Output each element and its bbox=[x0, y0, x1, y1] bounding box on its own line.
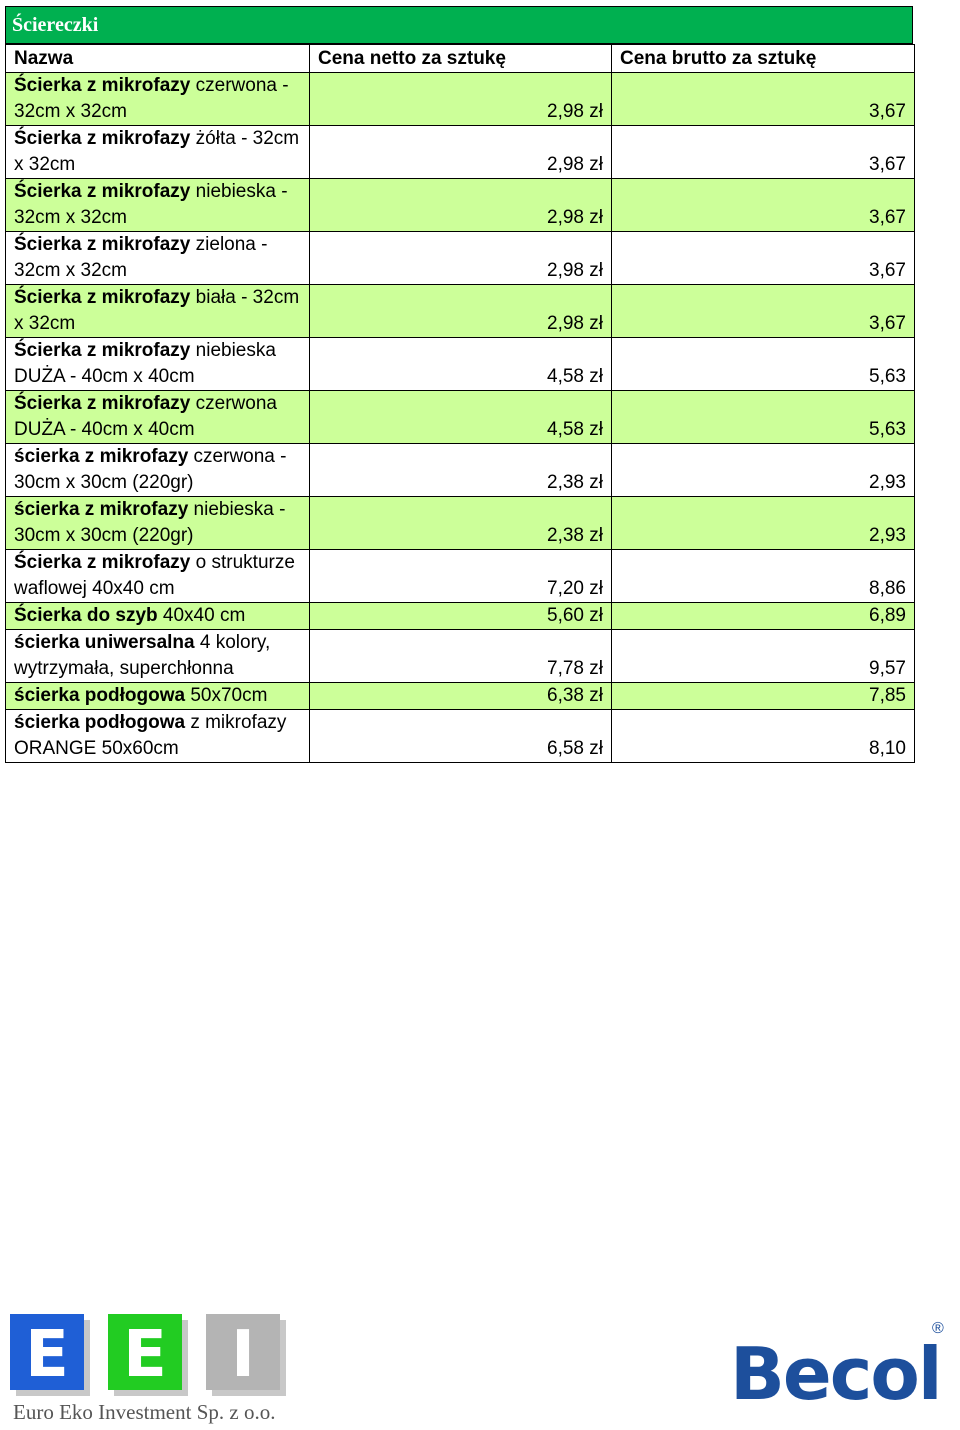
product-name-bold: Ścierka z mikrofazy bbox=[14, 234, 191, 255]
net-price-cell: 2,38 zł bbox=[310, 497, 612, 550]
product-name-detail: zielona - 32cm x 32cm bbox=[14, 234, 268, 281]
gross-price-cell: 5,63 bbox=[612, 338, 915, 391]
net-price-cell: 4,58 zł bbox=[310, 391, 612, 444]
table-row bbox=[6, 73, 915, 126]
net-price-cell: 2,38 zł bbox=[310, 444, 612, 497]
product-name-bold: Ścierka z mikrofazy bbox=[14, 287, 191, 308]
gross-price-cell: 9,57 bbox=[612, 630, 915, 683]
becol-wordmark: Becol bbox=[730, 1332, 941, 1416]
table-row bbox=[6, 603, 915, 630]
becol-logo bbox=[726, 1318, 956, 1418]
eei-caption: Euro Eko Investment Sp. z o.o. bbox=[13, 1400, 276, 1424]
net-price-cell: 5,60 zł bbox=[310, 603, 612, 630]
product-name-detail: z mikrofazy ORANGE 50x60cm bbox=[14, 712, 287, 759]
product-name-cell bbox=[6, 73, 310, 126]
product-name-detail: niebieska - 32cm x 32cm bbox=[14, 181, 288, 228]
product-name-cell bbox=[6, 630, 310, 683]
table-row bbox=[6, 391, 915, 444]
registered-mark-icon: ® bbox=[932, 1320, 944, 1337]
header-net-price: Cena netto za sztukę bbox=[310, 45, 612, 73]
eei-letter-box-2 bbox=[108, 1314, 182, 1390]
product-name-bold: ścierka z mikrofazy bbox=[14, 499, 189, 520]
gross-price-cell: 6,89 bbox=[612, 603, 915, 630]
product-name-bold: Ścierka z mikrofazy bbox=[14, 75, 191, 96]
product-name-cell bbox=[6, 710, 310, 763]
net-price-cell: 7,20 zł bbox=[310, 550, 612, 603]
product-name-cell bbox=[6, 232, 310, 285]
gross-price-cell: 3,67 bbox=[612, 285, 915, 338]
table-row bbox=[6, 630, 915, 683]
sheet-title: Ściereczki bbox=[12, 14, 99, 36]
eei-logo bbox=[10, 1312, 300, 1427]
product-name-detail: biała - 32cm x 32cm bbox=[14, 287, 300, 334]
header-name: Nazwa bbox=[6, 45, 310, 73]
product-name-bold: ścierka podłogowa bbox=[14, 712, 186, 733]
product-name-cell bbox=[6, 444, 310, 497]
product-name-detail: o strukturze waflowej 40x40 cm bbox=[14, 552, 295, 599]
gross-price-cell: 3,67 bbox=[612, 232, 915, 285]
product-name-cell bbox=[6, 391, 310, 444]
net-price-cell: 2,98 zł bbox=[310, 179, 612, 232]
eei-letter-1: E bbox=[25, 1318, 69, 1392]
eei-letter-3: I bbox=[231, 1318, 255, 1392]
table-row bbox=[6, 497, 915, 550]
eei-letter-box-1 bbox=[10, 1314, 84, 1390]
table-row bbox=[6, 444, 915, 497]
table-row bbox=[6, 683, 915, 710]
product-name-bold: Ścierka z mikrofazy bbox=[14, 552, 191, 573]
table-row bbox=[6, 232, 915, 285]
price-table bbox=[5, 44, 915, 763]
product-name-detail: 50x70cm bbox=[185, 685, 268, 706]
product-name-bold: ścierka podłogowa bbox=[14, 685, 186, 706]
product-name-bold: Ścierka z mikrofazy bbox=[14, 128, 191, 149]
header-gross-price: Cena brutto za sztukę bbox=[612, 45, 915, 73]
net-price-cell: 6,58 zł bbox=[310, 710, 612, 763]
product-name-bold: ścierka uniwersalna bbox=[14, 632, 195, 653]
product-name-bold: ścierka z mikrofazy bbox=[14, 446, 189, 467]
eei-letter-2: E bbox=[123, 1318, 167, 1392]
product-name-detail: 40x40 cm bbox=[157, 605, 246, 626]
product-name-detail: niebieska DUŻA - 40cm x 40cm bbox=[14, 340, 276, 387]
gross-price-cell: 2,93 bbox=[612, 444, 915, 497]
product-name-cell bbox=[6, 179, 310, 232]
table-row bbox=[6, 126, 915, 179]
sheet-title-bar bbox=[5, 6, 913, 44]
product-name-detail: czerwona DUŻA - 40cm x 40cm bbox=[14, 393, 277, 440]
net-price-cell: 4,58 zł bbox=[310, 338, 612, 391]
product-name-bold: Ścierka z mikrofazy bbox=[14, 393, 191, 414]
product-name-cell bbox=[6, 285, 310, 338]
net-price-cell: 7,78 zł bbox=[310, 630, 612, 683]
product-name-detail: niebieska - 30cm x 30cm (220gr) bbox=[14, 499, 286, 546]
product-name-detail: czerwona - 32cm x 32cm bbox=[14, 75, 289, 122]
header-row bbox=[6, 45, 915, 73]
product-name-bold: Ścierka z mikrofazy bbox=[14, 340, 191, 361]
gross-price-cell: 5,63 bbox=[612, 391, 915, 444]
product-name-cell bbox=[6, 550, 310, 603]
net-price-cell: 6,38 zł bbox=[310, 683, 612, 710]
product-name-detail: żółta - 32cm x 32cm bbox=[14, 128, 300, 175]
net-price-cell: 2,98 zł bbox=[310, 126, 612, 179]
eei-letter-box-3 bbox=[206, 1314, 280, 1390]
product-name-cell bbox=[6, 683, 310, 710]
product-name-detail: czerwona - 30cm x 30cm (220gr) bbox=[14, 446, 287, 493]
product-name-bold: Ścierka z mikrofazy bbox=[14, 181, 191, 202]
product-name-cell bbox=[6, 126, 310, 179]
table-row bbox=[6, 285, 915, 338]
product-name-bold: Ścierka do szyb bbox=[14, 605, 158, 626]
gross-price-cell: 7,85 bbox=[612, 683, 915, 710]
table-row bbox=[6, 338, 915, 391]
gross-price-cell: 8,10 bbox=[612, 710, 915, 763]
product-name-cell bbox=[6, 497, 310, 550]
product-name-cell bbox=[6, 603, 310, 630]
gross-price-cell: 3,67 bbox=[612, 126, 915, 179]
gross-price-cell: 8,86 bbox=[612, 550, 915, 603]
gross-price-cell: 3,67 bbox=[612, 179, 915, 232]
net-price-cell: 2,98 zł bbox=[310, 232, 612, 285]
table-row bbox=[6, 710, 915, 763]
product-name-detail: 4 kolory, wytrzymała, superchłonna bbox=[14, 632, 271, 679]
product-name-cell bbox=[6, 338, 310, 391]
gross-price-cell: 2,93 bbox=[612, 497, 915, 550]
net-price-cell: 2,98 zł bbox=[310, 285, 612, 338]
table-row bbox=[6, 550, 915, 603]
gross-price-cell: 3,67 bbox=[612, 73, 915, 126]
net-price-cell: 2,98 zł bbox=[310, 73, 612, 126]
table-row bbox=[6, 179, 915, 232]
